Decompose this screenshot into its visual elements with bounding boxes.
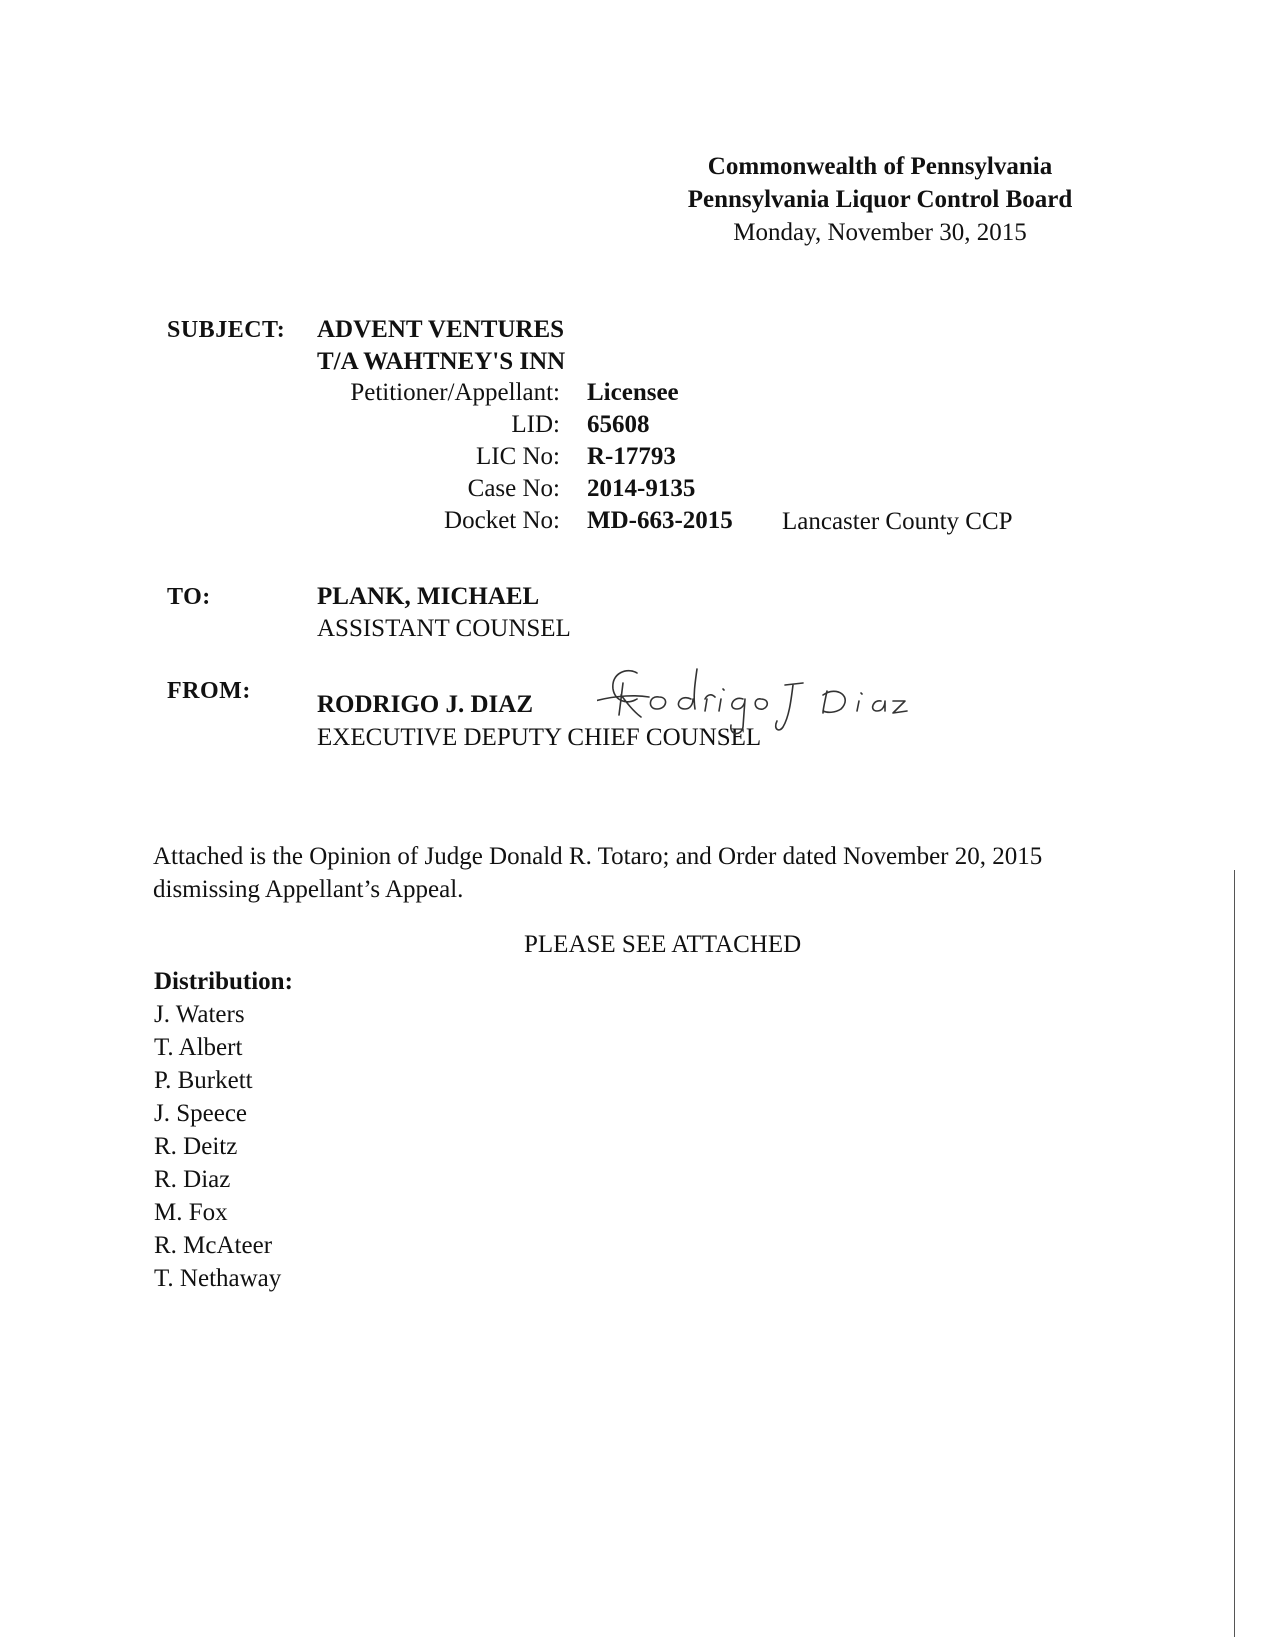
header-date: Monday, November 30, 2015 xyxy=(733,219,1027,246)
to-title: ASSISTANT COUNSEL xyxy=(317,615,571,642)
field-label-case-no: Case No: xyxy=(467,475,560,502)
scan-edge-line xyxy=(1234,870,1235,1637)
list-item: J. Waters xyxy=(154,1001,245,1028)
list-item: M. Fox xyxy=(154,1199,228,1226)
subject-name-line1: ADVENT VENTURES xyxy=(317,316,565,343)
field-value-petitioner: Licensee xyxy=(587,379,679,406)
to-name: PLANK, MICHAEL xyxy=(317,583,540,610)
field-value-case-no: 2014-9135 xyxy=(587,475,696,502)
field-label-lic-no: LIC No: xyxy=(475,443,560,470)
handwritten-signature xyxy=(597,655,937,745)
body-paragraph: Attached is the Opinion of Judge Donald R. Totaro; and Order dated November 20, 2015 dismissing Appellant’s Appeal. xyxy=(153,843,1043,903)
list-item: T. Nethaway xyxy=(154,1265,282,1292)
list-item: P. Burkett xyxy=(154,1067,253,1094)
list-item: R. Deitz xyxy=(154,1133,238,1160)
distribution-heading: Distribution: xyxy=(154,968,293,995)
field-value-lic-no: R-17793 xyxy=(587,443,676,470)
header-commonwealth: Commonwealth of Pennsylvania xyxy=(707,153,1053,180)
list-item: R. McAteer xyxy=(154,1232,273,1259)
subject-name-line2: T/A WAHTNEY'S INN xyxy=(317,348,566,375)
list-item: T. Albert xyxy=(154,1034,243,1061)
field-value-lid: 65608 xyxy=(587,411,650,438)
from-name: RODRIGO J. DIAZ xyxy=(317,691,533,718)
field-label-docket-no: Docket No: xyxy=(444,507,560,534)
letterhead xyxy=(660,150,1100,249)
field-value-docket-no: MD-663-2015 xyxy=(587,507,733,534)
to-label: TO: xyxy=(167,584,211,610)
header-agency: Pennsylvania Liquor Control Board xyxy=(687,186,1073,213)
from-title: EXECUTIVE DEPUTY CHIEF COUNSEL xyxy=(317,724,762,751)
list-item: J. Speece xyxy=(154,1100,248,1127)
field-label-petitioner: Petitioner/Appellant: xyxy=(350,379,560,406)
please-see-attached: PLEASE SEE ATTACHED xyxy=(524,931,802,958)
subject-label: SUBJECT: xyxy=(167,317,286,343)
list-item: R. Diaz xyxy=(154,1166,231,1193)
field-label-lid: LID: xyxy=(511,411,560,438)
from-label: FROM: xyxy=(167,678,251,704)
court-name: Lancaster County CCP xyxy=(782,508,1013,535)
distribution-list xyxy=(154,968,293,1295)
